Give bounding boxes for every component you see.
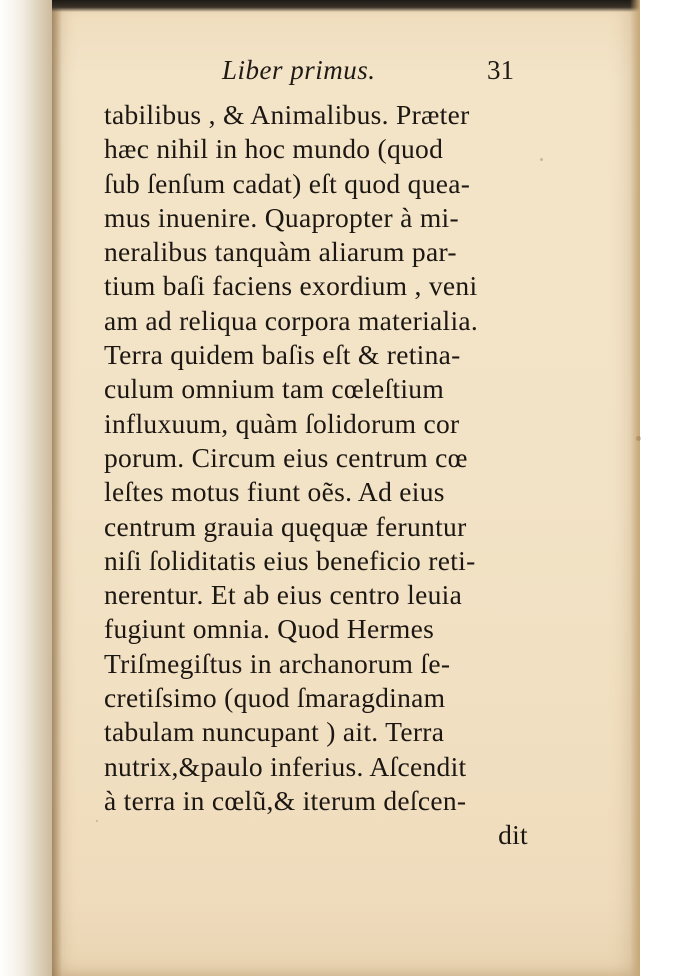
text-line: nutrix,&paulo inferius. Aſcendit xyxy=(104,750,467,782)
text-line: leſtes motus fiunt oẽs. Ad eius xyxy=(104,476,445,508)
text-line: cretiſsimo (quod ſmaragdinam xyxy=(104,682,446,714)
text-line: tium baſi faciens exordium , veni xyxy=(104,270,478,302)
running-head: Liber primus. xyxy=(222,55,376,85)
text-line: nerentur. Et ab eius centro leuia xyxy=(104,579,463,611)
foxing-spot xyxy=(636,436,641,441)
page-right-edge xyxy=(630,0,640,976)
spine-shadow xyxy=(52,0,62,976)
text-line: tabilibus , & Animalibus. Præter xyxy=(104,99,470,130)
text-line: culum omnium tam cœleſtium xyxy=(104,373,445,405)
foxing-spot xyxy=(540,158,543,161)
text-line: influxuum, quàm ſolidorum cor xyxy=(104,407,460,439)
text-line: Triſmegiſtus in archanorum ſe- xyxy=(104,647,451,679)
text-line: ſub ſenſum cadat) eſt quod quea- xyxy=(104,167,471,199)
text-line: niſi ſoliditatis eius beneficio reti- xyxy=(104,544,476,576)
page-header xyxy=(222,55,522,95)
body-text xyxy=(104,98,534,853)
text-line: centrum grauia quęquæ feruntur xyxy=(104,510,467,542)
text-line: à terra in cœlũ,& iterum deſcen- xyxy=(104,784,467,816)
binding-margin xyxy=(0,0,52,976)
text-line: tabulam nuncupant ) ait. Terra xyxy=(104,716,445,748)
page-number: 31 xyxy=(487,55,514,85)
text-line: am ad reliqua corpora materialia. xyxy=(104,304,479,336)
text-line: neralibus tanquàm aliarum par- xyxy=(104,236,457,268)
page-top-edge xyxy=(52,0,640,12)
text-line: porum. Circum eius centrum cœ xyxy=(104,441,468,473)
text-line: Terra quidem baſis eſt & retina- xyxy=(104,339,461,371)
foxing-spot xyxy=(96,820,98,822)
text-line: hæc nihil in hoc mundo (quod xyxy=(104,133,444,165)
catchword: dit xyxy=(498,819,528,851)
text-line: mus inuenire. Quapropter à mi- xyxy=(104,201,459,233)
text-line: fugiunt omnia. Quod Hermes xyxy=(104,613,435,645)
